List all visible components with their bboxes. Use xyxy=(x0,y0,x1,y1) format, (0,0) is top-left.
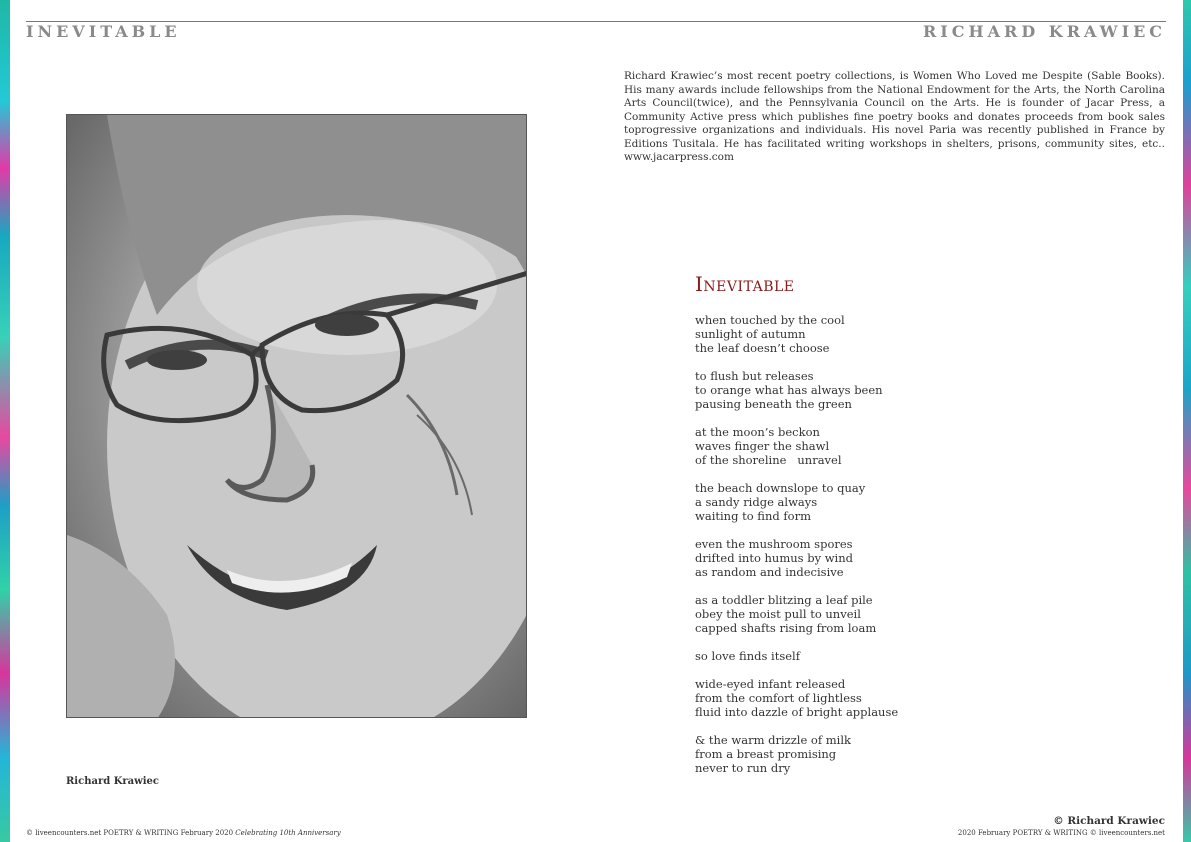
poem-stanza xyxy=(695,481,1025,523)
poem-line: waiting to find form xyxy=(695,509,811,523)
poem-line: never to run dry xyxy=(695,761,791,775)
poem-line: from a breast promising xyxy=(695,747,837,761)
poem-line: at the moon’s beckon xyxy=(695,425,820,439)
copyright-notice: © Richard Krawiec xyxy=(1053,815,1165,827)
poem-line: & the warm drizzle of milk xyxy=(695,733,851,747)
poem-line: a sandy ridge always xyxy=(695,495,818,509)
author-portrait-photo xyxy=(66,114,527,718)
poem-line: the leaf doesn’t choose xyxy=(695,341,830,355)
poem-stanza xyxy=(695,369,1025,411)
poem-stanza xyxy=(695,733,1025,775)
poem-line: obey the moist pull to unveil xyxy=(695,607,861,621)
poem-line: as random and indecisive xyxy=(695,565,844,579)
poem-stanza xyxy=(695,649,1025,663)
poem-line: to orange what has always been xyxy=(695,383,883,397)
poem-line: wide-eyed infant released xyxy=(695,677,846,691)
poem-line: so love finds itself xyxy=(695,649,800,663)
poem-stanza xyxy=(695,537,1025,579)
poem-line: even the mushroom spores xyxy=(695,537,853,551)
poem-line: as a toddler blitzing a leaf pile xyxy=(695,593,873,607)
poem-title: Inevitable xyxy=(695,272,795,296)
footer-left xyxy=(26,829,341,837)
poem-line: the beach downslope to quay xyxy=(695,481,866,495)
poem-line: pausing beneath the green xyxy=(695,397,852,411)
poem-stanza xyxy=(695,677,1025,719)
poem-line: capped shafts rising from loam xyxy=(695,621,877,635)
author-bio: Richard Krawiec’s most recent poetry collections, is Women Who Loved me Despite (Sable Books). His many awards include fellowships from the National Endowment for the Arts, the North Carolina Arts Council(twice), and the Pennsylvania Council on the Arts. He is founder of Jacar Press, a Community Active press which publishes fine poetry books and donates proceeds from book sales toprogressive organizations and individuals. His novel Paria was recently published in France by Editions Tusitala. He has facilitated writing workshops in shelters, prisons, community sites, etc.. www.jacarpress.com xyxy=(624,70,1165,163)
poem-line: from the comfort of lightless xyxy=(695,691,862,705)
poem-line: to flush but releases xyxy=(695,369,814,383)
poem-line: of the shoreline unravel xyxy=(695,453,842,467)
photo-caption: Richard Krawiec xyxy=(66,776,159,787)
poem-stanza xyxy=(695,425,1025,467)
poem-line: sunlight of autumn xyxy=(695,327,806,341)
poem-line: when touched by the cool xyxy=(695,313,845,327)
header-poem-title: INEVITABLE xyxy=(26,22,181,41)
poem-stanza xyxy=(695,593,1025,635)
poem-stanza xyxy=(695,313,1025,355)
poem-line: fluid into dazzle of bright applause xyxy=(695,705,899,719)
footer-right: 2020 February POETRY & WRITING © liveencounters.net xyxy=(957,829,1165,837)
poem-body xyxy=(695,313,1025,789)
header-author-name: RICHARD KRAWIEC xyxy=(923,22,1166,41)
decorative-right-border xyxy=(1183,0,1191,842)
poem-line: drifted into humus by wind xyxy=(695,551,854,565)
decorative-left-border xyxy=(0,0,10,842)
poem-line: waves finger the shawl xyxy=(695,439,830,453)
footer-left-anniversary: Celebrating 10th Anniversary xyxy=(235,829,341,837)
portrait-illustration xyxy=(67,115,527,718)
footer-left-text: © liveencounters.net POETRY & WRITING February 2020 xyxy=(26,829,236,837)
